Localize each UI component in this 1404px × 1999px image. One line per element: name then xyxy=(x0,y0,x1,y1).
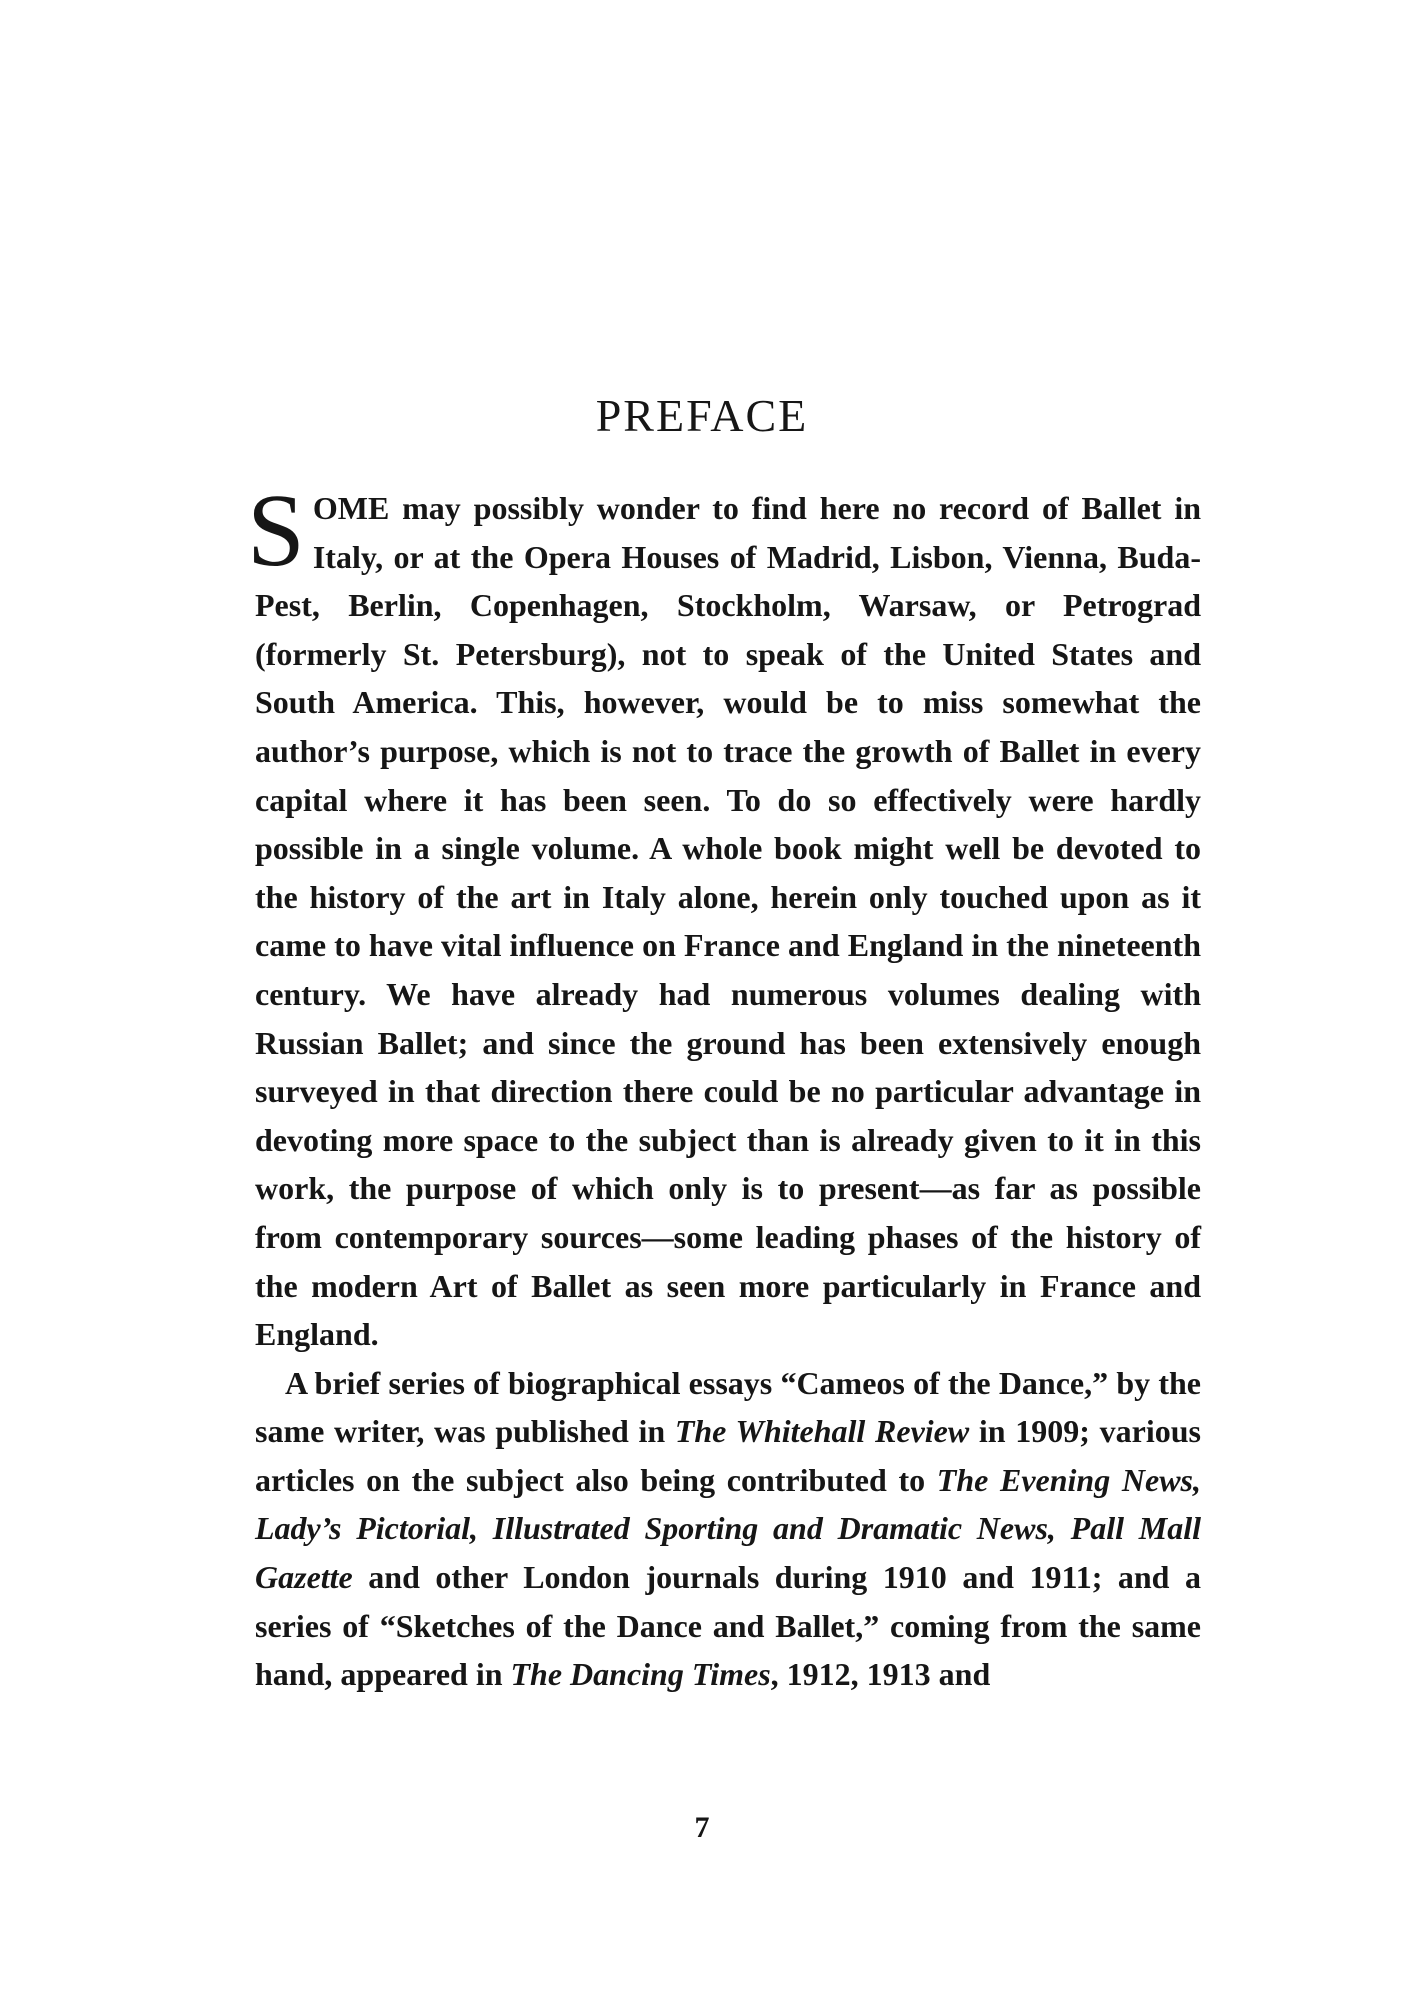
publication-title: The Dancing Times xyxy=(510,1656,771,1693)
publication-title: The Whitehall Review xyxy=(674,1413,970,1450)
paragraph-2-segment: A brief series of biographical essays “Cameos of the Dance,” by the same writer, was published in xyxy=(255,1364,1201,1450)
paragraph-2-segment: in 1909; various articles on the subject also being contributed to xyxy=(255,1413,1201,1498)
page-number: 7 xyxy=(694,1811,710,1844)
page-title: PREFACE xyxy=(595,390,809,441)
paragraph-2 xyxy=(255,1359,1201,1699)
paragraph-2-segment: , 1912, 1913 and xyxy=(770,1656,991,1693)
publication-titles: The Evening News, Lady’s Pictorial, Illustrated Sporting and Dramatic News, Pall Mall Gazette xyxy=(255,1461,1202,1596)
body-text xyxy=(247,473,1202,1699)
paragraph-1-text: OME may possibly wonder to find here no record of Ballet in Italy, or at the Opera Houses of Madrid, Lisbon, Vienna, Buda-Pest, Berlin, Copenhagen, Stockholm, Warsaw, or Petrograd (formerly St. Petersburg), not to speak of the United States and South America. This, however, would be to miss somewhat the author’s purpose, which is not to trace the growth of Ballet in every capital where it has been seen. To do so effectively were hardly possible in a single volume. A whole book might well be devoted to the history of the art in Italy alone, herein only touched upon as it came to have vital influence on France and England in the nineteenth century. We have already had numerous volumes dealing with Russian Ballet; and since the ground has been extensively enough surveyed in that direction there could be no particular advantage in devoting more space to the subject than is already given to it in this work, the purpose of which only is to present—as far as possible from contemporary sources—some leading phases of the history of the modern Art of Ballet as seen more particularly in France and England. xyxy=(255,490,1201,1353)
paragraph-2-segment: and other London journals during 1910 and 1911; and a series of “Sketches of the Dance and Ballet,” coming from the same hand, appeared in xyxy=(255,1559,1201,1693)
paragraph-1 xyxy=(247,473,1201,1359)
drop-cap: S xyxy=(247,473,305,588)
